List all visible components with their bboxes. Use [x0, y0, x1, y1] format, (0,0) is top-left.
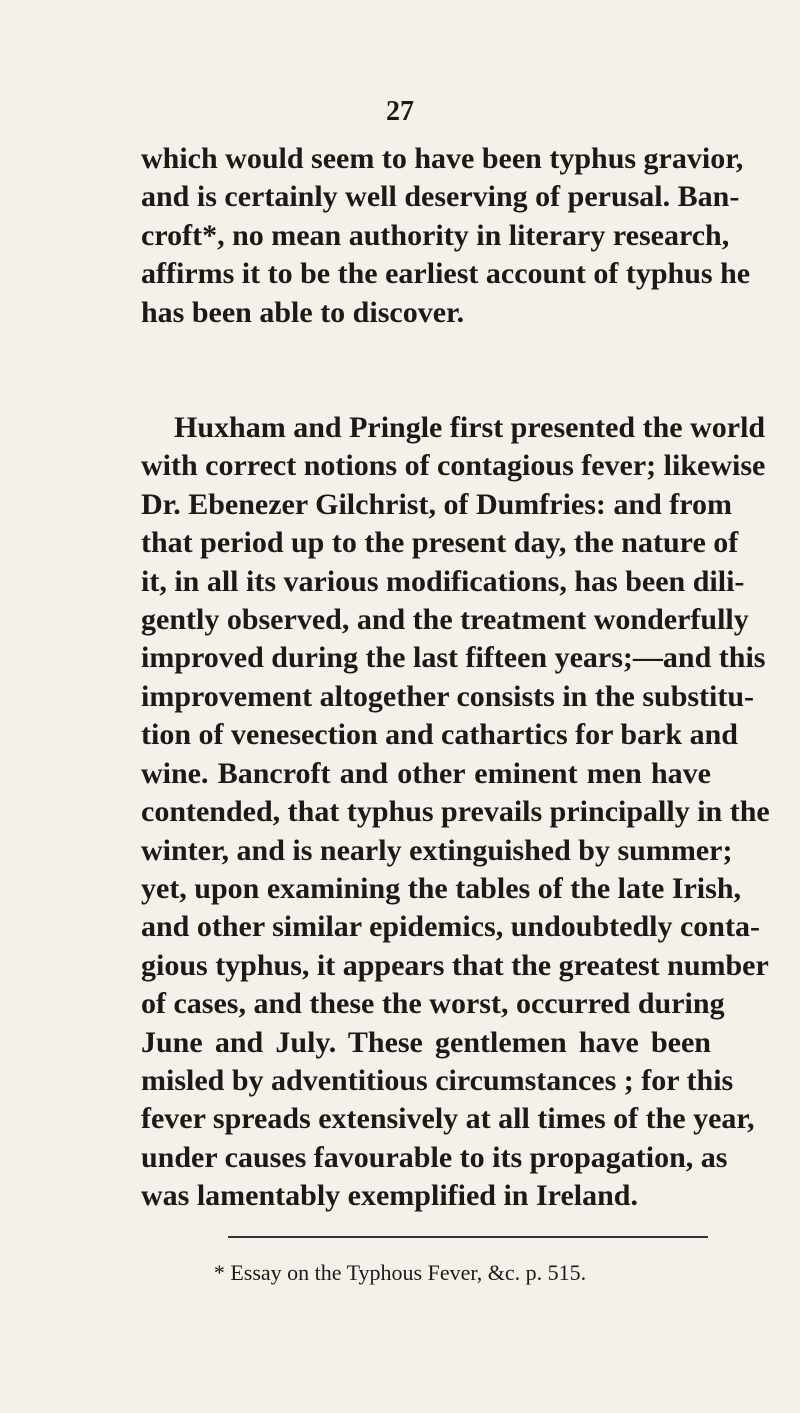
footnote: * Essay on the Typhous Fever, &c. p. 515. — [213, 1260, 587, 1285]
text-line: fever spreads extensively at all times of the year, — [141, 1102, 755, 1136]
text-line: affirms it to be the earliest account of typhus he — [141, 257, 751, 291]
paragraph — [141, 409, 770, 1216]
text-line: tion of venesection and cathartics for bark and — [141, 718, 738, 752]
text-line: Huxham and Pringle first presented the world — [174, 411, 766, 445]
body-text — [141, 140, 770, 1216]
text-line: wine. Bancroft and other eminent men have — [141, 756, 711, 790]
page-number: 27 — [386, 96, 414, 127]
text-line: gious typhus, it appears that the greatest number — [141, 948, 769, 982]
text-line: winter, and is nearly extinguished by summer; — [141, 833, 733, 867]
text-line: contended, that typhus prevails principally in the — [141, 795, 770, 829]
text-line: misled by adventitious circumstances ; for this — [141, 1063, 734, 1097]
text-line: has been able to discover. — [141, 295, 465, 329]
text-line: which would seem to have been typhus gravior, — [141, 142, 744, 175]
text-line: under causes favourable to its propagation, as — [141, 1140, 728, 1174]
text-line: improvement altogether consists in the substitu- — [141, 679, 755, 713]
text-line: and is certainly well deserving of perusal. Ban- — [141, 180, 740, 214]
text-line: with correct notions of contagious fever; likewise — [141, 449, 766, 483]
text-line: of cases, and these the worst, occurred during — [141, 987, 725, 1021]
text-line: was lamentably exemplified in Ireland. — [141, 1179, 638, 1213]
text-line: croft*, no mean authority in literary research, — [141, 218, 730, 252]
text-line: it, in all its various modifications, has been dili- — [141, 564, 745, 598]
footnote-divider — [228, 1236, 708, 1238]
text-line: that period up to the present day, the nature of — [141, 526, 739, 560]
text-line: and other similar epidemics, undoubtedly conta- — [141, 910, 760, 944]
text-line: improved during the last fifteen years;—and this — [141, 641, 766, 675]
text-line: June and July. These gentlemen have been — [141, 1025, 711, 1059]
text-line: gently observed, and the treatment wonderfully — [141, 603, 749, 637]
text-line: Dr. Ebenezer Gilchrist, of Dumfries: and from — [141, 487, 733, 521]
paragraph — [141, 140, 751, 332]
text-line: yet, upon examining the tables of the late Irish, — [141, 871, 741, 905]
